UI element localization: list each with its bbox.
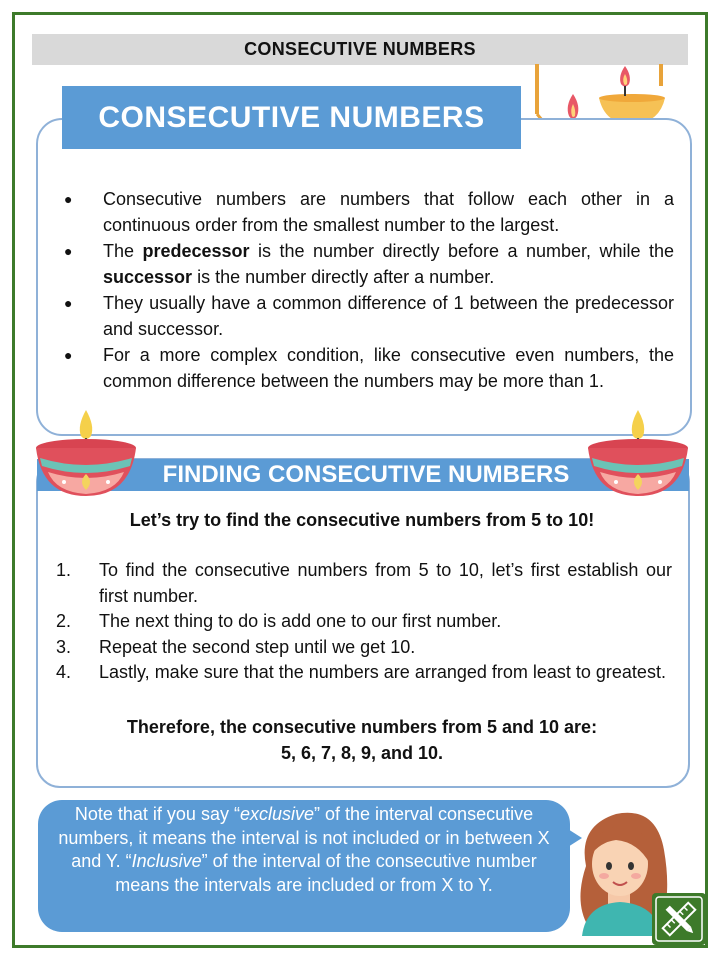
step-number: 4. [56, 662, 72, 682]
section-title-finding-consecutive-numbers: FINDING CONSECUTIVE NUMBERS [162, 461, 570, 488]
note-speech-bubble: Note that if you say “exclusive” of the interval consecutive numbers, it means the interval is not included or in between X and Y. “Inclusive” of the interval of the consecutive number means the intervals are included or from X to Y. [38, 800, 570, 932]
term-exclusive: exclusive [239, 804, 314, 824]
bullet-dot-icon: ● [64, 347, 73, 363]
step-number: 1. [56, 560, 72, 580]
page-header: CONSECUTIVE NUMBERS [32, 34, 688, 65]
list-item: 1. To find the consecutive numbers from 5 to 10, let’s first establish our first number. [56, 560, 672, 606]
step-number: 2. [56, 611, 72, 631]
step-number: 3. [56, 636, 72, 657]
list-item: 4. Lastly, make sure that the numbers are arranged from least to greatest. [56, 660, 672, 686]
conclusion [36, 714, 688, 766]
conclusion-line: Therefore, the consecutive numbers from 5 and 10 are: [126, 717, 598, 737]
bullet-dot-icon: ● [64, 191, 73, 207]
section-title-consecutive-numbers: CONSECUTIVE NUMBERS [62, 86, 521, 149]
bullet-dot-icon: ● [64, 243, 73, 259]
term-inclusive: Inclusive [131, 851, 202, 871]
conclusion-answer: 5, 6, 7, 8, 9, and 10. [280, 743, 444, 763]
diya-lamp-icon [586, 410, 690, 500]
steps-list [56, 558, 672, 686]
ruler-pencil-badge-icon [652, 893, 706, 945]
list-item: ● Consecutive numbers are numbers that follow each other in a continuous order from the smallest number to the largest. [60, 186, 674, 238]
term-predecessor: predecessor [142, 241, 250, 261]
bullet-dot-icon: ● [64, 295, 73, 311]
list-item: 3. Repeat the second step until we get 10. [56, 635, 672, 661]
definition-bullet-list [60, 186, 674, 394]
example-subtitle: Let’s try to find the consecutive numbers from 5 to 10! [129, 510, 595, 530]
diya-lamp-icon [34, 410, 138, 500]
list-item: ● The predecessor is the number directly before a number, while the successor is the number directly after a number. [60, 238, 674, 290]
term-successor: successor [103, 267, 193, 287]
list-item: 2. The next thing to do is add one to our first number. [56, 609, 672, 635]
list-item: ● They usually have a common difference of 1 between the predecessor and successor. [60, 290, 674, 342]
list-item: ● For a more complex condition, like consecutive even numbers, the common difference between the numbers may be more than 1. [60, 342, 674, 394]
